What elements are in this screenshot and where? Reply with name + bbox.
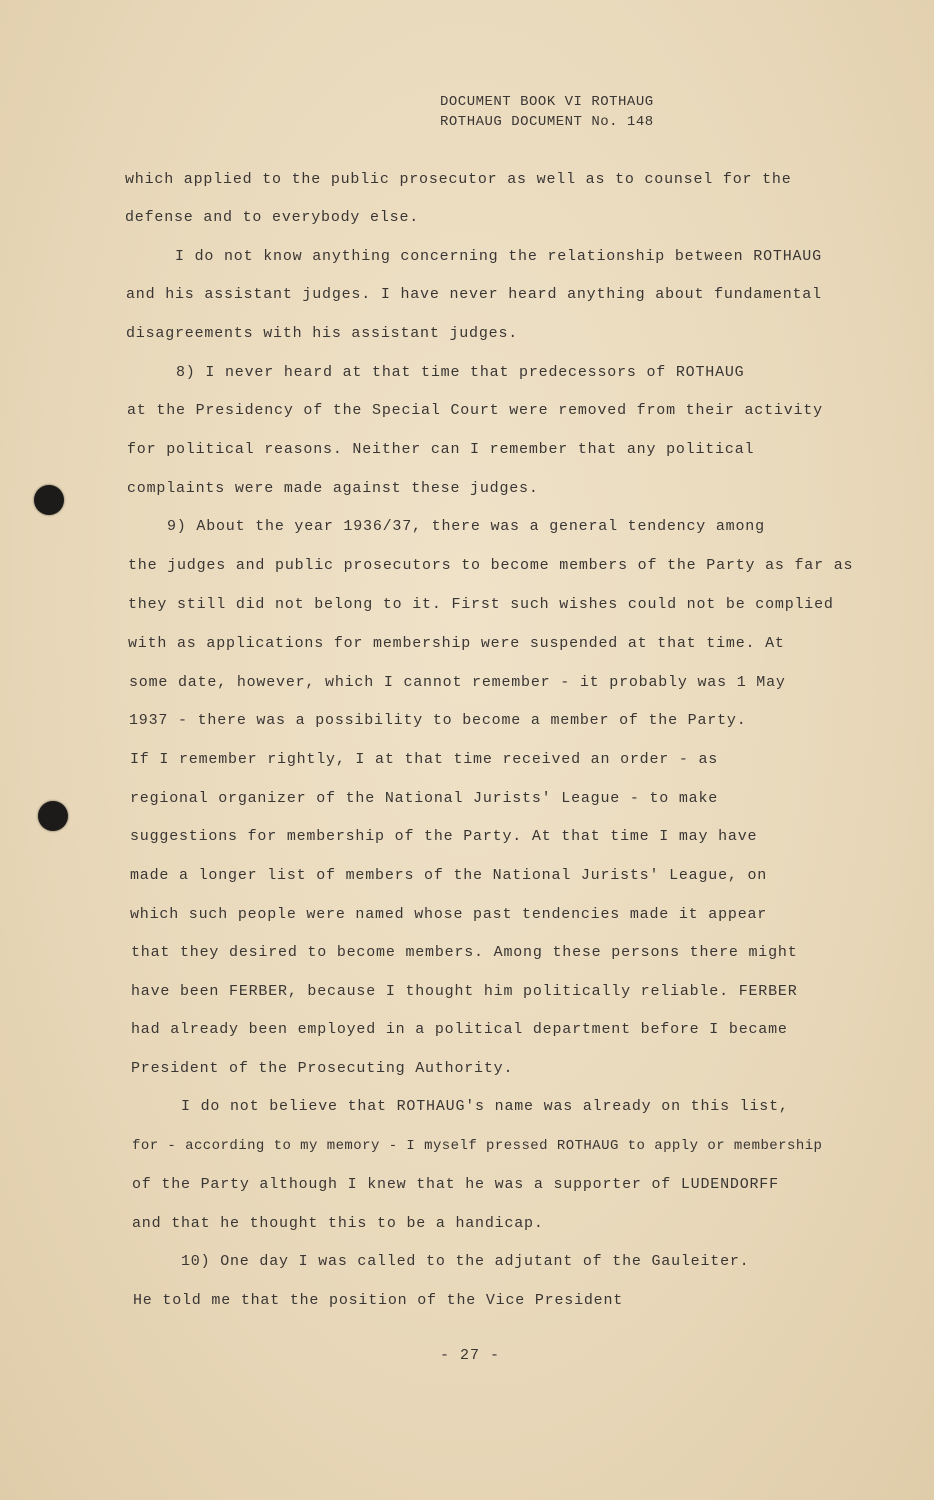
text-line: 8) I never heard at that time that predecessors of ROTHAUG bbox=[176, 364, 745, 381]
text-line: and that he thought this to be a handicap. bbox=[132, 1215, 544, 1232]
text-line: have been FERBER, because I thought him politically reliable. FERBER bbox=[131, 983, 798, 1000]
text-line: they still did not belong to it. First such wishes could not be complied bbox=[128, 596, 834, 613]
text-line: 1937 - there was a possibility to become a member of the Party. bbox=[129, 712, 747, 729]
text-line: If I remember rightly, I at that time received an order - as bbox=[130, 751, 719, 768]
page-number: - 27 - bbox=[440, 1347, 501, 1364]
text-line: with as applications for membership were suspended at that time. At bbox=[128, 635, 785, 652]
header-book-title: DOCUMENT BOOK VI ROTHAUG bbox=[440, 94, 654, 110]
text-line: which applied to the public prosecutor as well as to counsel for the bbox=[125, 171, 792, 188]
text-line: 9) About the year 1936/37, there was a general tendency among bbox=[167, 518, 765, 535]
text-line: 10) One day I was called to the adjutant of the Gauleiter. bbox=[181, 1253, 750, 1270]
text-line: I do not believe that ROTHAUG's name was already on this list, bbox=[181, 1098, 789, 1115]
text-line: for - according to my memory - I myself pressed ROTHAUG to apply or membership bbox=[132, 1138, 823, 1154]
header-document-number: ROTHAUG DOCUMENT No. 148 bbox=[440, 114, 654, 130]
text-line: complaints were made against these judges. bbox=[127, 480, 539, 497]
punch-hole-icon bbox=[34, 485, 64, 515]
text-line: that they desired to become members. Among these persons there might bbox=[131, 944, 798, 961]
text-line: I do not know anything concerning the relationship between ROTHAUG bbox=[175, 248, 822, 265]
text-line: which such people were named whose past tendencies made it appear bbox=[130, 906, 768, 923]
text-line: He told me that the position of the Vice President bbox=[133, 1292, 624, 1309]
text-line: at the Presidency of the Special Court were removed from their activity bbox=[127, 402, 823, 419]
text-line: defense and to everybody else. bbox=[125, 209, 420, 226]
text-line: suggestions for membership of the Party. At that time I may have bbox=[130, 828, 758, 845]
text-line: for political reasons. Neither can I remember that any political bbox=[127, 441, 755, 458]
text-line: disagreements with his assistant judges. bbox=[126, 325, 519, 342]
text-line: the judges and public prosecutors to become members of the Party as far as bbox=[128, 557, 854, 574]
text-line: some date, however, which I cannot remember - it probably was 1 May bbox=[129, 674, 786, 691]
text-line: of the Party although I knew that he was a supporter of LUDENDORFF bbox=[132, 1176, 779, 1193]
document-header bbox=[440, 92, 654, 132]
text-line: and his assistant judges. I have never heard anything about fundamental bbox=[126, 286, 822, 303]
text-line: President of the Prosecuting Authority. bbox=[131, 1060, 514, 1077]
text-line: had already been employed in a political department before I became bbox=[131, 1021, 788, 1038]
text-line: regional organizer of the National Jurists' League - to make bbox=[130, 790, 719, 807]
punch-hole-icon bbox=[38, 801, 68, 831]
text-line: made a longer list of members of the National Jurists' League, on bbox=[130, 867, 768, 884]
